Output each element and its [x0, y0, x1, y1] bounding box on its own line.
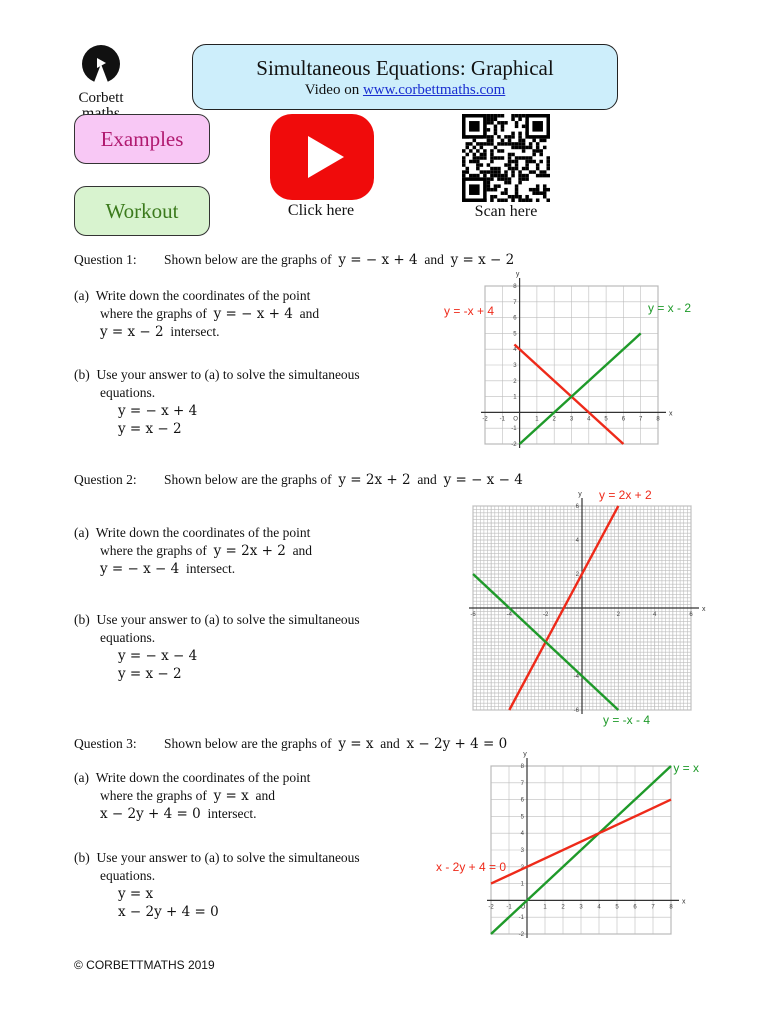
- y-tick-label: 7: [513, 299, 517, 306]
- part-text: where the graphs of: [100, 306, 207, 321]
- part-text: Use your answer to (a) to solve the simultaneous: [96, 367, 360, 382]
- x-tick-label: 6: [621, 416, 626, 423]
- equation: y = 2x + 2: [338, 472, 411, 488]
- question-2-stem: [74, 472, 523, 488]
- part-text: equations.: [100, 868, 156, 883]
- y-tick-label: 6: [513, 315, 517, 322]
- title-box: [192, 44, 618, 110]
- part-text: where the graphs of: [100, 543, 207, 558]
- qr-caption: Scan here: [474, 203, 538, 220]
- play-icon: [270, 114, 374, 200]
- x-tick-label: 1: [543, 904, 547, 911]
- equation: y = − x + 4: [213, 306, 293, 322]
- question-text: Shown below are the graphs of: [164, 252, 332, 267]
- y-tick-label: 1: [520, 881, 524, 888]
- question-number: Question 2:: [74, 472, 137, 487]
- part-label: (a): [74, 288, 89, 303]
- x-tick-label: 5: [615, 904, 619, 911]
- x-tick-label: O: [513, 416, 518, 423]
- equation: y = x − 2: [118, 666, 182, 682]
- x-tick-label: 7: [639, 416, 643, 423]
- x-tick-label: 1: [535, 416, 539, 423]
- question-number: Question 3:: [74, 736, 137, 751]
- x-tick-label: -1: [499, 416, 505, 423]
- x-tick-label: 4: [652, 612, 657, 618]
- question-1-stem: [74, 252, 514, 268]
- y-tick-label: 5: [513, 331, 517, 338]
- y-tick-label: 6: [520, 797, 524, 804]
- equation: y = x: [118, 886, 154, 902]
- x-tick-label: 2: [616, 612, 621, 618]
- workout-button[interactable]: Workout: [74, 186, 210, 236]
- x-tick-label: 4: [597, 904, 601, 911]
- x-tick-label: -2: [488, 904, 494, 911]
- x-tick-label: O: [520, 904, 526, 911]
- y-tick-label: 4: [575, 538, 579, 544]
- page-title: Simultaneous Equations: Graphical: [256, 56, 554, 80]
- x-tick-label: 2: [561, 904, 565, 911]
- series-label: y = -x - 4: [603, 713, 651, 727]
- joiner: and: [424, 252, 444, 267]
- graph-question-3: [434, 751, 704, 946]
- equation: y = x − 2: [118, 421, 182, 437]
- y-tick-label: -4: [573, 674, 579, 680]
- y-tick-label: 3: [513, 363, 517, 369]
- series-label: y = 2x + 2: [599, 488, 652, 502]
- part-label: (b): [74, 367, 90, 382]
- y-tick-label: 4: [520, 831, 524, 838]
- x-tick-label: -6: [470, 612, 476, 618]
- part-text: equations.: [100, 385, 156, 400]
- series-label: x - 2y + 4 = 0: [436, 860, 507, 874]
- question-1-part-a: [74, 287, 434, 341]
- x-tick-label: -1: [506, 904, 512, 911]
- y-tick-label: 4: [513, 347, 517, 354]
- question-3-stem: [74, 736, 507, 752]
- equation: y = − x − 4: [443, 472, 523, 488]
- equation: y = − x + 4: [338, 252, 418, 268]
- x-tick-label: -2: [482, 416, 488, 423]
- equation: y = x: [338, 736, 374, 752]
- y-axis-label: y: [515, 271, 520, 278]
- part-text: intersect.: [185, 561, 236, 576]
- qr-code[interactable]: [462, 114, 550, 202]
- question-2-part-a: [74, 524, 434, 578]
- y-tick-label: 6: [575, 504, 579, 510]
- x-tick-label: 3: [579, 904, 583, 911]
- y-axis-label: y: [523, 751, 527, 758]
- part-text: Write down the coordinates of the point: [95, 770, 311, 785]
- x-tick-label: 6: [633, 904, 637, 911]
- y-tick-label: 8: [520, 764, 524, 770]
- y-tick-label: 5: [520, 814, 524, 821]
- y-axis-label: y: [578, 491, 582, 498]
- y-tick-label: 2: [513, 378, 517, 385]
- joiner: and: [299, 306, 320, 321]
- x-tick-label: 4: [587, 416, 591, 423]
- part-text: Write down the coordinates of the point: [95, 288, 311, 303]
- y-tick-label: -1: [511, 426, 517, 433]
- copyright-footer: © CORBETTMATHS 2019: [74, 958, 215, 972]
- joiner: and: [292, 543, 313, 558]
- x-tick-label: 5: [604, 416, 608, 423]
- series-label: y = x: [673, 761, 699, 775]
- part-text: intersect.: [207, 806, 257, 821]
- x-axis-label: x: [682, 898, 686, 906]
- x-axis-label: x: [669, 410, 673, 418]
- part-text: Use your answer to (a) to solve the simultaneous: [96, 850, 360, 865]
- x-tick-label: -2: [542, 612, 549, 618]
- corbett-logo: [68, 44, 134, 114]
- x-tick-label: -4: [506, 612, 513, 618]
- series-label: y = -x + 4: [444, 304, 495, 318]
- corbettmaths-link[interactable]: www.corbettmaths.com: [362, 82, 506, 98]
- y-tick-label: -2: [518, 932, 524, 938]
- equation: y = − x − 4: [100, 561, 180, 577]
- part-label: (b): [74, 850, 90, 865]
- equation: y = − x − 4: [118, 648, 198, 664]
- part-text: where the graphs of: [100, 788, 207, 803]
- logo-mark-icon: [68, 44, 134, 86]
- question-2-part-b: [74, 611, 434, 683]
- part-label: (a): [74, 525, 89, 540]
- equation: y = x − 2: [100, 324, 164, 340]
- part-text: Use your answer to (a) to solve the simultaneous: [96, 612, 360, 627]
- y-tick-label: -1: [518, 915, 524, 922]
- question-3-part-b: [74, 849, 434, 921]
- part-text: equations.: [100, 630, 156, 645]
- question-3-part-a: [74, 769, 434, 823]
- y-tick-label: 8: [513, 284, 517, 290]
- joiner: and: [417, 472, 437, 487]
- x-tick-label: 8: [669, 904, 673, 911]
- question-1-part-b: [74, 366, 434, 438]
- part-label: (b): [74, 612, 90, 627]
- x-tick-label: 7: [651, 904, 655, 911]
- qr-code-icon: [462, 114, 550, 202]
- equation: x − 2y + 4 = 0: [406, 736, 508, 752]
- y-tick-label: 2: [520, 864, 524, 871]
- video-prefix: Video on: [304, 82, 363, 98]
- y-tick-label: 2: [575, 572, 579, 578]
- series-label: y = x - 2: [647, 301, 691, 315]
- x-tick-label: 2: [552, 416, 556, 423]
- y-tick-label: 7: [520, 780, 524, 787]
- graph-question-2: [465, 484, 705, 730]
- equation: y = − x + 4: [118, 403, 198, 419]
- y-tick-label: 1: [513, 394, 517, 401]
- x-tick-label: 8: [656, 416, 660, 423]
- equation: x − 2y + 4 = 0: [100, 806, 201, 822]
- examples-button[interactable]: Examples: [74, 114, 210, 164]
- question-number: Question 1:: [74, 252, 137, 267]
- y-tick-label: -2: [511, 442, 517, 448]
- x-axis-label: x: [702, 606, 706, 613]
- part-label: (a): [74, 770, 89, 785]
- part-text: Write down the coordinates of the point: [95, 525, 311, 540]
- joiner: and: [380, 736, 400, 751]
- graph-question-1: [438, 268, 700, 452]
- x-tick-label: 6: [689, 612, 693, 618]
- question-text: Shown below are the graphs of: [164, 736, 332, 751]
- joiner: and: [255, 788, 275, 803]
- equation: x − 2y + 4 = 0: [118, 904, 219, 920]
- video-line: [193, 82, 617, 99]
- video-caption: Click here: [287, 202, 355, 219]
- logo-line1: Corbett: [78, 90, 124, 106]
- question-text: Shown below are the graphs of: [164, 472, 332, 487]
- equation: y = x − 2: [450, 252, 515, 268]
- equation: y = x: [213, 788, 249, 804]
- equation: y = 2x + 2: [213, 543, 286, 559]
- y-tick-label: -6: [573, 708, 579, 714]
- part-text: intersect.: [170, 324, 220, 339]
- y-tick-label: 3: [520, 848, 524, 854]
- x-tick-label: 3: [569, 416, 574, 423]
- video-play-button[interactable]: [270, 114, 374, 200]
